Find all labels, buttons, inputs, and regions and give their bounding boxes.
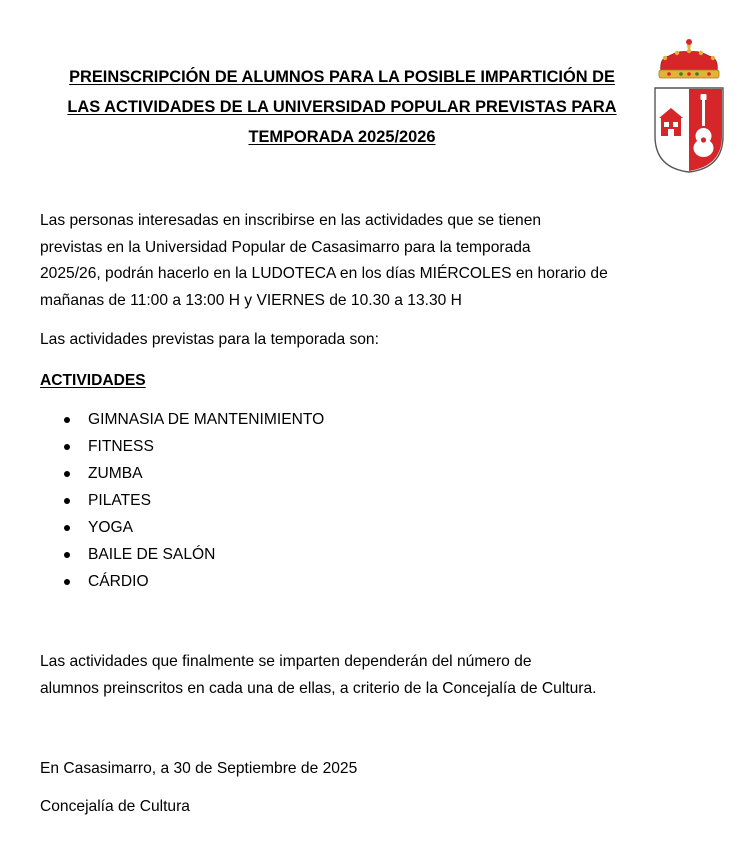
closing-line: alumnos preinscritos en cada una de ellas, a criterio de la Concejalía de Cultura. [40, 679, 597, 697]
activity-label: YOGA [88, 519, 134, 536]
list-item [40, 406, 324, 433]
intro-line: previstas en la Universidad Popular de Casasimarro para la temporada [40, 238, 531, 256]
list-item [40, 433, 324, 460]
activity-label: ZUMBA [88, 465, 143, 482]
intro-line: 2025/26, podrán hacerlo en la LUDOTECA en los días MIÉRCOLES en horario de [40, 265, 608, 282]
crown-icon [659, 39, 719, 78]
list-item [40, 541, 324, 568]
activities-heading: ACTIVIDADES [40, 372, 146, 389]
intro-paragraph [40, 208, 655, 314]
activities-intro-text: Las actividades previstas para la temporada son: [40, 331, 379, 348]
intro-line: Las personas interesadas en inscribirse en las actividades que se tienen [40, 212, 542, 229]
signature-department: Concejalía de Cultura [40, 798, 190, 815]
place-and-date: En Casasimarro, a 30 de Septiembre de 2025 [40, 760, 358, 777]
list-item [40, 568, 324, 595]
closing-paragraph [40, 649, 597, 702]
closing-line: Las actividades que finalmente se imparten dependerán del número de [40, 653, 532, 670]
bullet-icon [64, 471, 70, 477]
list-item [40, 487, 324, 514]
bullet-icon [64, 417, 70, 423]
activities-list [40, 406, 324, 595]
intro-line: mañanas de 11:00 a 13:00 H y VIERNES de 10.30 a 13.30 H [40, 291, 462, 309]
list-item [40, 514, 324, 541]
title-line: TEMPORADA 2025/2026 [248, 128, 436, 146]
bullet-icon [64, 498, 70, 504]
municipal-coat-of-arms-icon [651, 36, 727, 174]
title-line: LAS ACTIVIDADES DE LA UNIVERSIDAD POPULAR PREVISTAS PARA [67, 98, 617, 116]
bullet-icon [64, 552, 70, 558]
title-line: PREINSCRIPCIÓN DE ALUMNOS PARA LA POSIBLE IMPARTICIÓN DE [69, 68, 615, 86]
bullet-icon [64, 525, 70, 531]
document-title [40, 62, 644, 152]
list-item [40, 460, 324, 487]
bullet-icon [64, 579, 70, 585]
bullet-icon [64, 444, 70, 450]
activity-label: CÁRDIO [88, 573, 149, 590]
activity-label: PILATES [88, 492, 151, 509]
activity-label: BAILE DE SALÓN [88, 546, 216, 563]
activity-label: FITNESS [88, 438, 154, 455]
activity-label: GIMNASIA DE MANTENIMIENTO [88, 411, 325, 428]
